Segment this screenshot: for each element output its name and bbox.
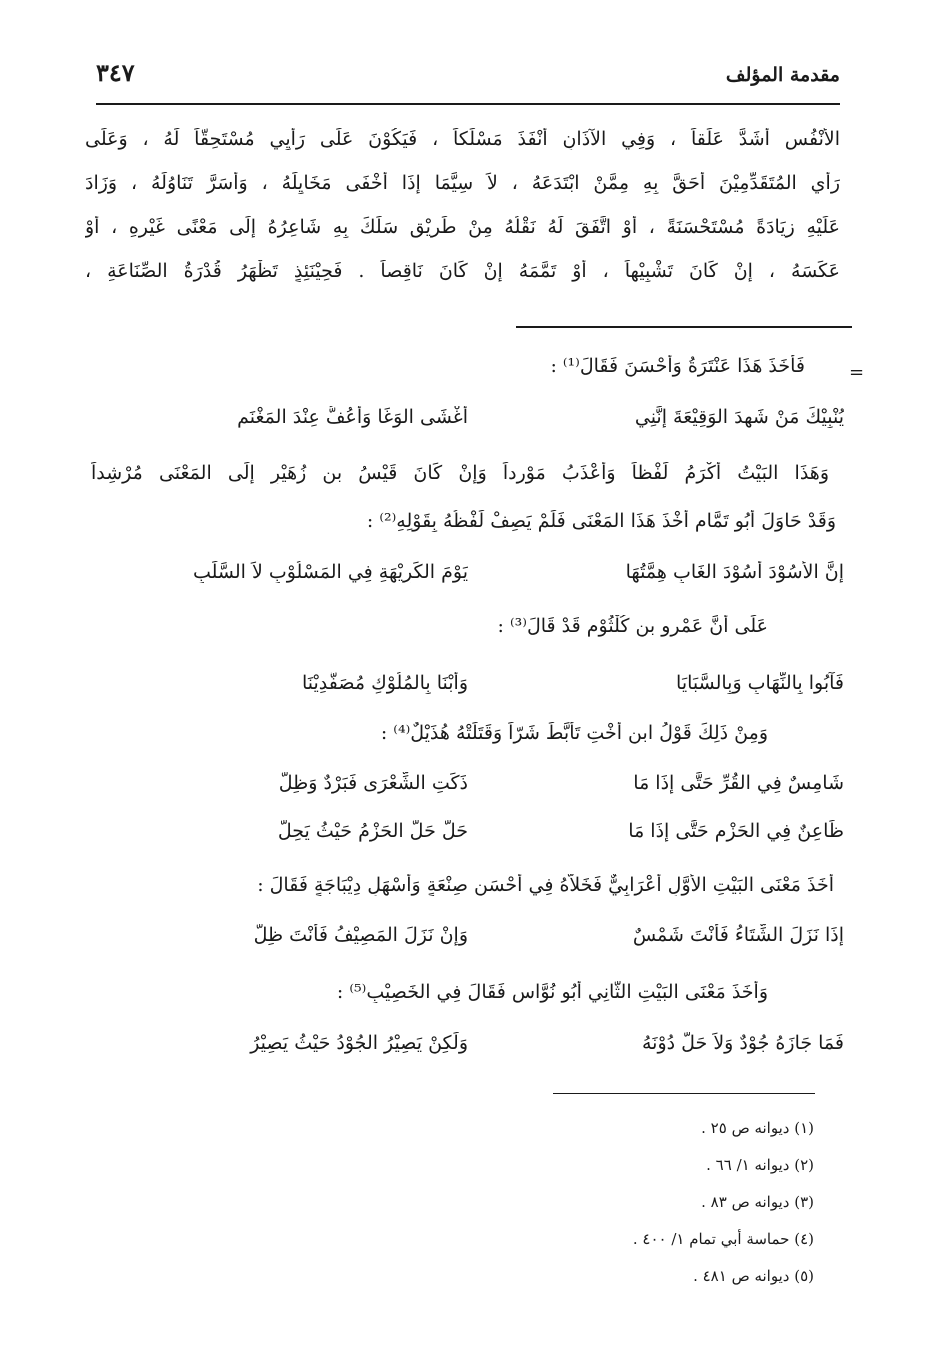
prose-line: أَخَذَ مَعْنَى البَيْتِ الأَوَّلِ أَعْرَابِيٌّ فَخَلاَّهُ فِي أَحْسَنِ صِنْعَةٍ وَأَسْهَلِ دِيْبَاجَةٍ فَقَالَ :	[257, 874, 834, 896]
footnote: (٥) ديوانه ص ٤٨١ .	[693, 1267, 814, 1285]
verse-first-hemistich: إِنَّ الأُسُوْدَ أُسُوْدَ الغَابِ هِمَّتُهَا	[625, 561, 844, 583]
verse-line	[148, 672, 844, 706]
verse-second-hemistich: يَوْمَ الكَرِيْهَةِ فِي المَسْلُوْبِ لاَ السَّلَبِ	[192, 561, 468, 583]
verse-line	[148, 561, 844, 595]
prose-line: فَأَخَذَ هَذَا عَنْتَرَةُ وَأَحْسَنَ فَقَالَ⁽¹⁾ :	[550, 355, 805, 377]
verse-line	[148, 772, 844, 806]
verse-first-hemistich: فَآبُوا بِالنِّهَابِ وَبِالسَّبَايَا	[676, 672, 844, 694]
verse-second-hemistich: ذَكَتِ الشِّعْرَى فَبَرْدٌ وَظِلُّ	[278, 772, 468, 794]
verse-first-hemistich: ظَاعِنٌ فِي الحَزْمِ حَتَّى إِذَا مَا	[628, 820, 844, 842]
text-line: عَلَيْهِ زِيَادَةً مُسْتَحْسَنَةً ، أَوْ اتَّفَقَ لَهُ نَقْلُهُ مِنْ طَرِيْقٍ سَلَكَ بِهِ شَاعِرُهُ إِلَى مَعْنًى غَيْرِهِ ، أَوْ	[85, 216, 840, 238]
verse-first-hemistich: فَمَا جَازَهُ جُوْدٌ وَلاَ حَلَّ دُوْنَهُ	[642, 1032, 844, 1054]
prose-line: عَلَى أَنَّ عَمْرو بن كُلْثُوْمٍ قَدْ قَالَ⁽³⁾ :	[497, 615, 768, 637]
prose-line: وَقَدْ حَاوَلَ أَبُو تَمَّامٍ أَخْذَ هَذَا المَعْنَى فَلَمْ يَصِفْ لَفْظُهُ بِقَوْلِهِ⁽²⁾ :	[366, 510, 836, 532]
footnote-rule	[553, 1093, 815, 1094]
verse-first-hemistich: شَامِسٌ فِي القُرِّ حَتَّى إِذَا مَا	[633, 772, 844, 794]
running-head: مقدمة المؤلف	[725, 64, 840, 86]
verse-line	[148, 924, 844, 958]
prose-line: وَهَذَا البَيْتُ أَكْرَمُ لَفْظاً وَأَعْذَبُ مَوْرِداً وَإِنْ كَانَ قَيْسُ بن زُهَيْرٍ إِلَى المَعْنَى مُرْشِداً	[91, 462, 829, 484]
section-rule	[516, 326, 852, 328]
footnote: (١) ديوانه ص ٢٥ .	[701, 1119, 814, 1137]
verse-line	[148, 820, 844, 854]
page-header	[96, 58, 840, 94]
verse-second-hemistich: وَأُبْنَا بِالمُلُوْكِ مُصَفَّدِيْنَا	[301, 672, 468, 694]
footnote: (٣) ديوانه ص ٨٣ .	[701, 1193, 814, 1211]
verse-line	[148, 406, 844, 440]
prose-line: وَأَخَذَ مَعْنَى البَيْتِ الثَّانِي أَبُو نُوَّاسٍ فَقَالَ فِي الخَصِيْبِ⁽⁵⁾ :	[336, 981, 768, 1003]
header-rule	[96, 103, 840, 105]
verse-line	[148, 1032, 844, 1066]
verse-second-hemistich: وَإِنْ نَزَلَ المَصِيْفُ فَأَنْتَ ظِلُّ	[253, 924, 468, 946]
text-line: الأَنْفُسِ أَشَدَّ عَلَقاً ، وَفِي الآذَانِ أَنْفَذَ مَسْلَكاً ، فَيَكُوْنَ عَلَى رَأْيِي مُسْتَحِقّاً لَهُ ، وَعَلَى	[85, 128, 840, 150]
continuation-mark: =	[849, 362, 865, 383]
text-line: رَأْيِ المُتَقَدِّمِيْنَ أَحَقَّ بِهِ مِمَّنْ ابْتَدَعَهُ ، لاَ سِيَّمَا إِذَا أَخْفَى مَخَايِلَهُ ، وَأَسَرَّ تَنَاوُلَهُ ، وَزَادَ	[85, 172, 840, 194]
footnote: (٢) ديوانه ١/ ٦٦ .	[706, 1156, 814, 1174]
text-line: عَكَسَهُ ، إِنْ كَانَ تَشْبِيْهاً ، أَوْ تَمَّمَهُ إِنْ كَانَ نَاقِصاً . فَحِيْنَئِذٍ تَظْهَرُ قُدْرَةُ الصِّنَاعَةِ ،	[85, 260, 840, 282]
verse-first-hemistich: إِذَا نَزَلَ الشِّتَاءُ فَأَنْتَ شَمْسٌ	[632, 924, 844, 946]
verse-second-hemistich: حَلَّ حَلَّ الحَزْمُ حَيْثُ يَحِلُّ	[277, 820, 468, 842]
verse-second-hemistich: أَغْشَى الوَغَا وَأَعُفُّ عِنْدَ المَغْنَمِ	[237, 406, 468, 428]
prose-line: وَمِنْ ذَلِكَ قَوْلُ ابن أُخْتِ تَأَبَّطَ شَرّاً وَقَتَلَتْهُ هُذَيْلٌ⁽⁴⁾ :	[380, 722, 768, 744]
verse-first-hemistich: يُنْبِيْكَ مَنْ شَهِدَ الوَقِيْعَةَ إِنَّنِي	[634, 406, 844, 428]
verse-second-hemistich: وَلَكِنْ يَصِيْرُ الجُوْدُ حَيْثُ يَصِيْرُ	[250, 1032, 468, 1054]
page-number: ٣٤٧	[96, 58, 135, 87]
footnote: (٤) حماسة أبي تمام ١/ ٤٠٠ .	[632, 1230, 814, 1248]
